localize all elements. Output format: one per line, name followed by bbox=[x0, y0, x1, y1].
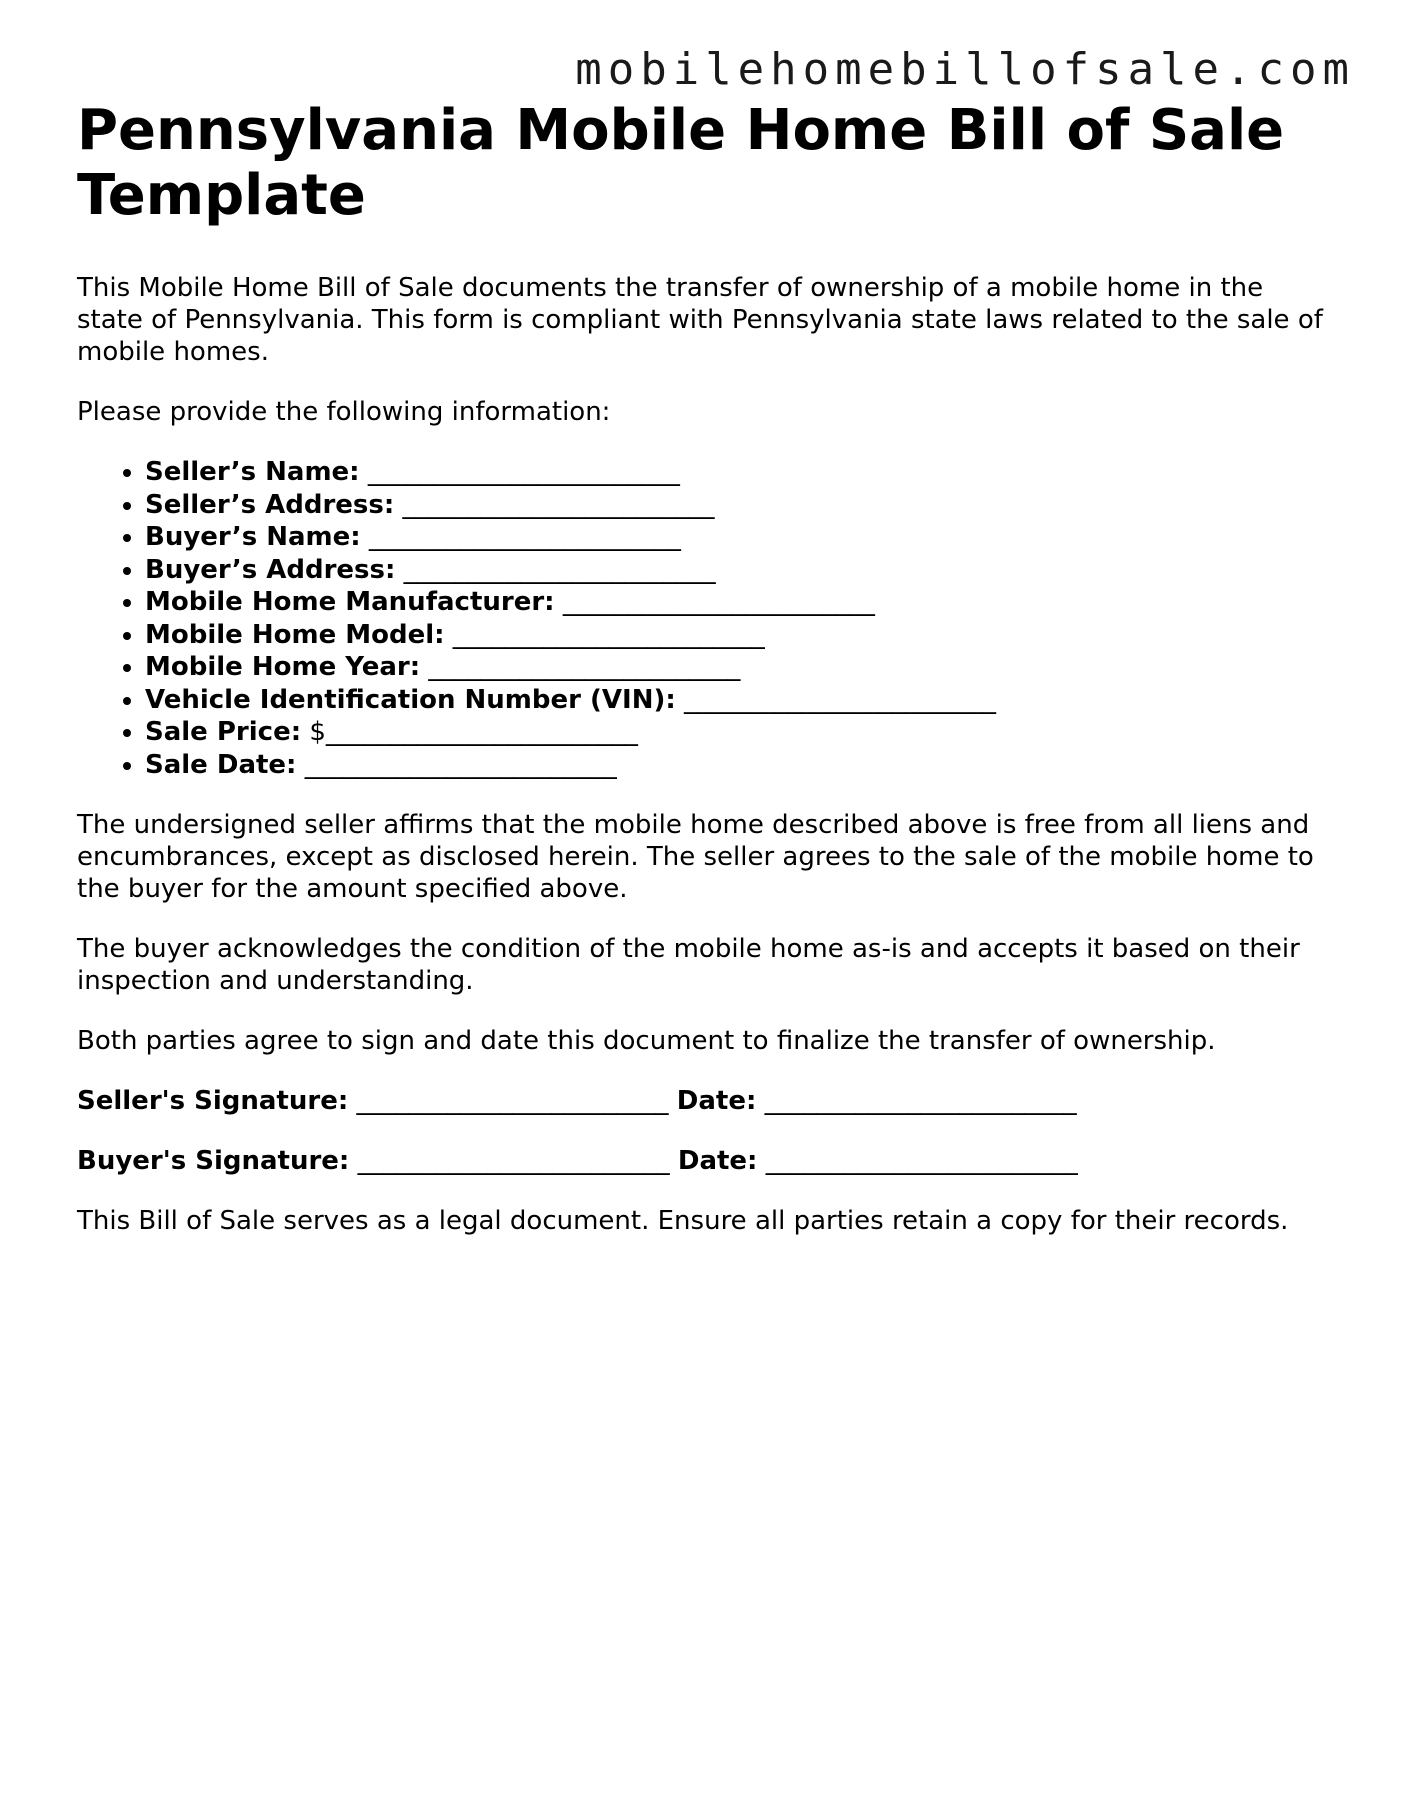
field-buyer-name bbox=[145, 521, 1337, 554]
field-label: Seller’s Name: bbox=[145, 457, 360, 487]
field-manufacturer bbox=[145, 586, 1337, 619]
blank-line[interactable]: ________________________ bbox=[444, 619, 765, 650]
blank-line[interactable]: $________________________ bbox=[301, 717, 638, 747]
field-list bbox=[77, 456, 1337, 781]
affirmation-paragraph: The undersigned seller affirms that the mobile home described above is free from all liens and encumbrances, except as disclosed herein. The seller agrees to the sale of the mobile home to the buyer for the amount specified above. bbox=[77, 810, 1314, 904]
field-seller-name bbox=[145, 456, 1337, 489]
field-label: Mobile Home Year: bbox=[145, 652, 421, 682]
field-label: Buyer’s Address: bbox=[145, 554, 396, 585]
agreement-paragraph: Both parties agree to sign and date this document to finalize the transfer of ownership. bbox=[77, 1026, 1216, 1056]
field-buyer-address bbox=[145, 554, 1337, 587]
blank-line[interactable]: ________________________ bbox=[359, 457, 680, 487]
field-label: Buyer’s Name: bbox=[145, 522, 361, 552]
seller-date-line[interactable]: ________________________ bbox=[756, 1086, 1077, 1116]
seller-signature-row bbox=[77, 1085, 1337, 1117]
field-label: Vehicle Identification Number (VIN): bbox=[145, 684, 676, 715]
buyer-signature-row bbox=[77, 1145, 1337, 1177]
field-seller-address bbox=[145, 489, 1337, 522]
field-label: Mobile Home Manufacturer: bbox=[145, 587, 555, 617]
document-body bbox=[77, 98, 1337, 1265]
intro-paragraph: This Mobile Home Bill of Sale documents the transfer of ownership of a mobile home in the state of Pennsylvania. This form is compliant with Pennsylvania state laws related to the sale of mobile homes. bbox=[77, 273, 1323, 367]
blank-line[interactable]: ________________________ bbox=[360, 522, 681, 552]
field-label: Sale Date: bbox=[145, 749, 297, 780]
buyer-date-line[interactable]: ________________________ bbox=[757, 1146, 1078, 1176]
seller-signature-label: Seller's Signature: bbox=[77, 1086, 349, 1116]
field-vin bbox=[145, 684, 1337, 717]
field-sale-date bbox=[145, 749, 1337, 782]
closing-paragraph: This Bill of Sale serves as a legal document. Ensure all parties retain a copy for their records. bbox=[77, 1206, 1289, 1236]
buyer-signature-label: Buyer's Signature: bbox=[77, 1146, 350, 1176]
blank-line[interactable]: ________________________ bbox=[394, 489, 715, 520]
page-title: Pennsylvania Mobile Home Bill of Sale Template bbox=[77, 98, 1285, 228]
blank-line[interactable]: ________________________ bbox=[675, 684, 996, 715]
field-sale-price bbox=[145, 716, 1337, 749]
blank-line[interactable]: ________________________ bbox=[554, 587, 875, 617]
field-label: Mobile Home Model: bbox=[145, 619, 445, 650]
site-watermark: mobilehomebillofsale.com bbox=[575, 44, 1355, 95]
field-model bbox=[145, 619, 1337, 652]
blank-line[interactable]: ________________________ bbox=[420, 652, 741, 682]
buyer-date-label: Date: bbox=[677, 1146, 758, 1176]
field-label: Seller’s Address: bbox=[145, 489, 395, 520]
field-label: Sale Price: bbox=[145, 717, 302, 747]
blank-line[interactable]: ________________________ bbox=[296, 749, 617, 780]
info-prompt: Please provide the following information: bbox=[77, 397, 611, 427]
acknowledgement-paragraph: The buyer acknowledges the condition of the mobile home as-is and accepts it based on their inspection and understanding. bbox=[77, 934, 1300, 996]
seller-signature-line[interactable]: ________________________ bbox=[348, 1086, 677, 1116]
seller-date-label: Date: bbox=[676, 1086, 757, 1116]
buyer-signature-line[interactable]: ________________________ bbox=[349, 1146, 678, 1176]
field-year bbox=[145, 651, 1337, 684]
blank-line[interactable]: ________________________ bbox=[395, 554, 716, 585]
